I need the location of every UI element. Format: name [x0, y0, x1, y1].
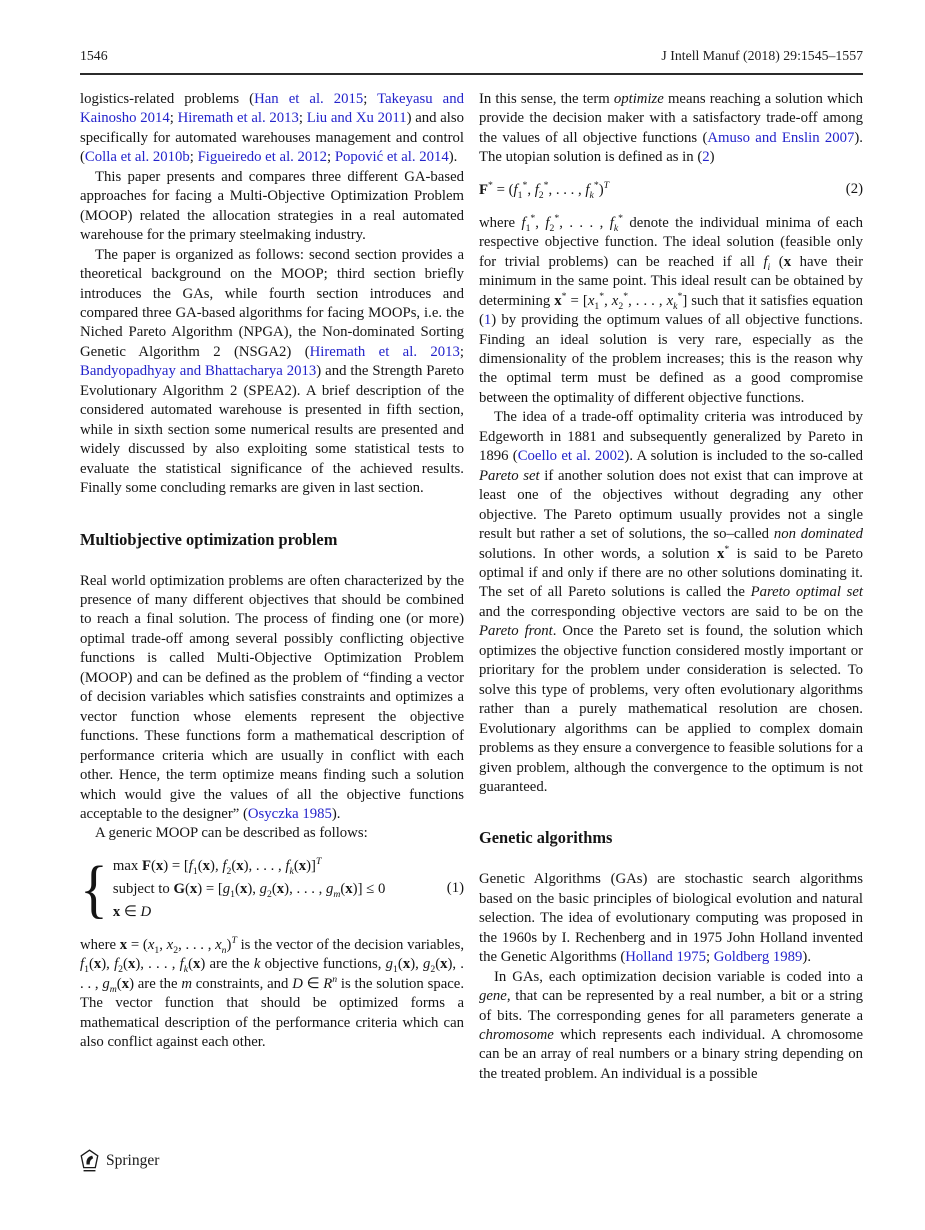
text-run: solutions. In other words, a solution — [479, 545, 717, 562]
math-run: x — [611, 292, 619, 309]
math-run: k — [589, 189, 594, 201]
math-run: * — [593, 179, 599, 191]
page-footer — [80, 1149, 159, 1172]
citation-link[interactable]: Bandyopadhyay and Bhattacharya 2013 — [80, 363, 317, 380]
text-run: ( — [88, 956, 94, 973]
right-column — [479, 90, 863, 1084]
text-run: and the corresponding objective vectors are said to be on the — [479, 603, 863, 620]
text-run: ) — [226, 936, 232, 953]
math-run: 2 — [226, 865, 232, 877]
equation-number: (2) — [845, 181, 863, 198]
publisher-name: Springer — [106, 1151, 160, 1169]
text-run: Real world optimization problems are often characterized by the presence of many different objectives that should be combined to reach a final solution. The process of finding one (or more) optimal trade-off among several possibly conflicting objective functions is called Multi-Objective Optimization Problem (MOOP) and can be defined as the problem of “finding a vector of decision variables which satisfies constraints and optimizes a vector function whose elements represent the objective functions. These functions form a mathematical description of performance criteria which are usually in conflict with each other. Hence, the term optimize means finding such a solution which would give the values of all the objective functions acceptable to the designer” ( — [80, 572, 464, 822]
paragraph — [80, 168, 464, 246]
math-run: 2 — [430, 964, 436, 976]
text-run: ), . . . , — [243, 857, 286, 874]
text-run: ). — [448, 149, 458, 166]
math-run: * — [677, 290, 683, 302]
text-run: ). — [802, 949, 812, 966]
citation-link[interactable]: Amuso and Enslin 2007 — [707, 129, 855, 146]
left-column — [80, 90, 464, 1084]
text-run: ), — [210, 857, 223, 874]
citation-link[interactable]: Goldberg 1989 — [713, 949, 803, 966]
math-run: g — [385, 956, 394, 973]
citation-link[interactable]: Coello et al. 2002 — [517, 448, 625, 465]
citation-link[interactable]: Takeyasu and Kainosho 2014 — [80, 91, 464, 127]
math-run: i — [767, 261, 771, 273]
text-run: ), . . . , — [80, 956, 464, 992]
math-run: x — [587, 292, 595, 309]
text-run: ( — [770, 253, 784, 270]
text-run: ( — [231, 857, 237, 874]
text-run: ( — [271, 880, 277, 897]
math-run: x — [666, 292, 674, 309]
text-run: ( — [340, 880, 346, 897]
text-run: ( — [235, 880, 240, 897]
text-run: = ( — [492, 181, 514, 198]
text-run: where — [479, 214, 522, 231]
math-run: g — [422, 956, 431, 973]
paragraph — [80, 90, 464, 168]
text-run: logistics-related problems ( — [80, 91, 255, 107]
paragraph — [479, 870, 863, 967]
text-run: is said to be Pareto optimal if and only if there are no other solutions dominating it. The set of all Pareto solutions is called the — [479, 545, 863, 601]
math-run: 2 — [173, 944, 179, 956]
math-run: F — [141, 857, 151, 874]
math-run: x — [189, 880, 198, 897]
text-run: , — [604, 292, 612, 309]
text-run: ) are the — [129, 975, 182, 992]
text-run: ; — [363, 91, 378, 107]
paragraph — [479, 90, 863, 168]
math-run: Pareto front — [479, 623, 553, 640]
text-run: ( — [184, 880, 190, 897]
equation-brace: { — [80, 851, 108, 925]
text-run: = ( — [127, 936, 148, 953]
text-run: In GAs, each optimization decision variable is coded into a — [494, 968, 863, 985]
math-run: T — [231, 934, 237, 946]
math-run: x — [239, 880, 248, 897]
math-run: x — [193, 956, 201, 973]
text-run: , — [159, 936, 167, 953]
text-run: ). The utopian solution is defined as in ( — [479, 129, 863, 166]
paragraph — [80, 936, 464, 1053]
text-run: max — [112, 857, 142, 874]
citation-link[interactable]: Han et al. 2015 — [254, 91, 364, 107]
math-run: g — [222, 880, 231, 897]
math-run: gene — [479, 988, 507, 1005]
equation-number: (1) — [446, 880, 464, 897]
math-run: R — [323, 975, 333, 992]
text-run: ). — [331, 805, 341, 822]
text-run: constraints, and — [191, 975, 293, 992]
math-run: f — [285, 857, 290, 874]
math-run: * — [530, 212, 536, 224]
paragraph — [479, 214, 863, 409]
math-run: Pareto optimal set — [750, 584, 863, 601]
citation-link[interactable]: Holland 1975 — [625, 949, 706, 966]
math-run: non dominated — [773, 526, 863, 543]
equation — [479, 180, 863, 200]
text-run: ( — [435, 956, 441, 973]
math-run: 1 — [84, 964, 89, 976]
math-run: x — [236, 857, 244, 874]
math-run: k — [183, 964, 189, 976]
text-run: ) by providing the optimum values of all objective functions. Finding an ideal solution is very rare, especially as the dimensionality of the problem increases; this is the reason why the optimal term must be defined as a good compromise between the optimality of different objective functions. — [479, 312, 863, 406]
text-run: , . . . , — [178, 936, 216, 953]
math-run: * — [561, 290, 567, 302]
math-run: g — [102, 975, 110, 992]
math-run: 1 — [154, 944, 160, 956]
math-run: n — [332, 973, 338, 985]
text-run: This paper presents and compares three different GA-based approaches for facing a Multi-Objective Optimization Problem (MOOP) related the allocation strategies in a real automated warehouse for the primary steelmaking industry. — [80, 168, 464, 244]
text-run: objective functions, — [260, 956, 386, 973]
math-run: 1 — [192, 865, 198, 877]
math-run: 2 — [118, 964, 124, 976]
text-run: ; — [189, 149, 198, 166]
math-run: f — [763, 253, 768, 270]
math-run: k — [289, 865, 294, 877]
math-run: x — [112, 903, 121, 920]
text-run: ). A solution is included to the so-called — [624, 448, 863, 465]
text-run: )] ≤ 0 — [352, 880, 386, 897]
math-run: f — [222, 857, 227, 874]
text-run: . Once the Pareto set is found, the solution which optimizes the objective function considered mostly important or prioritary for the problem under consideration is selected. To solve this type of problems, very often evolutionary algorithms rather than a purely mathematical resolution are chosen. Evolutionary algorithms can be applied to complex domain problems as they ensure a convergence to feasible solutions for a given problem, although the convergence to the optimum is not guaranteed. — [479, 623, 863, 795]
paragraph — [479, 408, 863, 797]
math-run: f — [114, 956, 119, 973]
text-run: is the solution space. The vector function that should be optimized forms a mathematical description of the performance criteria which can also conflict against each other. — [80, 975, 465, 1051]
text-run: ( — [188, 956, 193, 973]
citation-link[interactable]: Liu and Xu 2011 — [306, 110, 407, 127]
math-run: chromosome — [479, 1027, 554, 1044]
text-run: is the vector of the decision variables, — [236, 936, 465, 953]
math-run: x — [276, 880, 285, 897]
math-run: k — [253, 956, 261, 973]
math-run: x — [298, 857, 307, 874]
math-run: k — [613, 222, 619, 234]
text-run: ), — [247, 880, 260, 897]
text-run: ) = [ — [163, 857, 189, 874]
math-run: 1 — [230, 888, 236, 900]
text-run: have their minimum in the same point. This ideal result can be obtained by determining — [479, 253, 863, 309]
text-run: subject to — [112, 880, 174, 897]
math-run: n — [221, 944, 227, 956]
text-run: ) are the — [200, 956, 254, 973]
text-run: , . . . , — [559, 214, 610, 231]
math-run: x — [716, 545, 725, 562]
text-run: ), — [101, 956, 115, 973]
text-run: ; — [459, 343, 464, 360]
math-run: x — [155, 857, 164, 874]
math-run: x — [166, 936, 174, 953]
math-run: * — [724, 543, 730, 555]
text-run: if another solution does not exist that can improve at least one of the objectives without degrading any other objective. The Pareto optimum usually provides not a single result but rather a set of solutions, the so–called — [479, 467, 864, 543]
citation-link[interactable]: Osyczka 1985 — [247, 805, 332, 822]
two-column-body — [80, 90, 863, 1084]
citation-link[interactable]: Figueiredo et al. 2012 — [197, 149, 328, 166]
text-run: A generic MOOP can be described as follows: — [95, 825, 368, 842]
citation-link[interactable]: Colla et al. 2010b — [84, 149, 190, 166]
math-run: f — [80, 956, 85, 973]
journal-reference: J Intell Manuf (2018) 29:1545–1557 — [661, 48, 863, 63]
math-run: x — [119, 936, 128, 953]
math-run: T — [315, 855, 322, 867]
math-run: f — [513, 181, 518, 198]
math-run: * — [522, 179, 528, 191]
text-run: ( — [197, 857, 203, 874]
math-run: x — [440, 956, 448, 973]
math-run: D — [292, 975, 303, 992]
math-run: 1 — [393, 964, 398, 976]
math-run: g — [325, 880, 334, 897]
math-run: 2 — [538, 189, 544, 201]
math-run: m — [181, 975, 192, 992]
text-run: ) = [ — [197, 880, 223, 897]
text-run: ), . . . , — [284, 880, 326, 897]
text-run: ∈ — [120, 903, 141, 920]
text-run: ), . . . , — [135, 956, 180, 973]
math-run: x — [783, 253, 792, 270]
text-run: ( — [123, 956, 128, 973]
section-heading: Genetic algorithms — [479, 828, 613, 848]
text-run: ( — [116, 975, 122, 992]
math-run: 1 — [525, 222, 531, 234]
math-run: g — [259, 880, 267, 897]
text-run: , . . . , — [628, 292, 667, 309]
page-header — [80, 0, 863, 64]
math-run: 2 — [267, 888, 272, 900]
math-run: f — [179, 956, 184, 973]
text-run: ) — [709, 149, 715, 166]
text-run: denote the individual minima of each respective objective function. The ideal solution (feasible only for trivial problems) can be reached if all — [479, 214, 863, 270]
paragraph — [80, 824, 464, 843]
math-run: x — [93, 956, 102, 973]
text-run: ; — [169, 110, 178, 127]
math-run: * — [599, 290, 605, 302]
text-run: ; — [327, 149, 335, 166]
math-run: f — [585, 181, 590, 198]
citation-link[interactable]: Hiremath et al. 2013 — [177, 110, 299, 127]
math-run: 1 — [594, 300, 600, 312]
page-number: 1546 — [80, 48, 108, 63]
math-run: * — [623, 290, 629, 302]
math-run: x — [147, 936, 155, 953]
text-run: , . . . , — [548, 181, 586, 198]
paragraph — [80, 246, 464, 499]
citation-link[interactable]: 1 — [483, 312, 492, 329]
math-run: f — [521, 214, 526, 231]
math-run: k — [673, 300, 678, 312]
equation-body — [113, 856, 385, 922]
text-run: ), — [410, 956, 423, 973]
citation-link[interactable]: Popović et al. 2014 — [334, 149, 449, 166]
math-run: f — [534, 181, 539, 198]
math-run: optimize — [613, 91, 664, 107]
text-run: ) — [598, 181, 604, 198]
text-run: The idea of a trade-off optimality criteria was introduced by Edgeworth in 1881 and subsequently generalized by Pareto in 1896 ( — [479, 409, 863, 465]
text-run: where — [80, 936, 120, 953]
math-run: f — [545, 214, 550, 231]
text-run: which represents each individual. A chromosome can be an array of real numbers or a binary string depending on the treated problem. An individual is a possible — [479, 1027, 863, 1082]
text-run: ∈ — [302, 975, 324, 992]
citation-link[interactable]: 2 — [702, 149, 710, 166]
math-run: x — [554, 292, 562, 309]
text-run: ( — [397, 956, 403, 973]
text-run: ( — [293, 857, 299, 874]
text-run: )] — [306, 857, 316, 874]
equation-body — [479, 180, 609, 200]
math-run: Pareto set — [479, 467, 540, 484]
math-run: 2 — [549, 222, 555, 234]
math-run: G — [173, 880, 185, 897]
text-run: ) and also specifically for automated warehouses management and control ( — [80, 110, 464, 166]
text-run: Genetic Algorithms (GAs) are stochastic search algorithms based on the basic principles of biological evolution and natural selection. The idea of evolutionary computing was proposed in the 1960s by I. Rechenberg and in 1975 John Holland invented the Genetic Algorithms ( — [479, 871, 863, 966]
math-run: x — [202, 857, 211, 874]
math-run: x — [215, 936, 222, 953]
math-run: x — [345, 880, 353, 897]
math-run: 2 — [618, 300, 624, 312]
math-run: x — [402, 956, 411, 973]
paragraph — [80, 572, 464, 825]
math-run: F — [479, 181, 489, 198]
math-run: * — [554, 212, 560, 224]
section-heading: Multiobjective optimization problem — [80, 529, 338, 549]
paragraph — [479, 968, 863, 1085]
equation — [80, 851, 464, 925]
text-run: , — [527, 181, 535, 198]
math-run: m — [333, 888, 341, 900]
text-run: ; — [705, 949, 714, 966]
text-run: , that can be represented by a real number, a bit or a string of bits. The corresponding genes for all parameters generate a — [479, 988, 863, 1024]
math-run: 1 — [517, 189, 523, 201]
math-run: * — [543, 179, 549, 191]
text-run: In this sense, the term — [479, 91, 614, 107]
springer-logo-icon — [80, 1149, 99, 1172]
text-run: means reaching a solution which provide the decision maker with a satisfactory trade-off among the values of all objective functions ( — [479, 91, 863, 146]
text-run: , — [535, 214, 546, 231]
citation-link[interactable]: Hiremath et al. 2013 — [309, 343, 460, 360]
math-run: x — [121, 975, 130, 992]
math-run: T — [603, 179, 610, 191]
text-run: ) and the Strength Pareto Evolutionary Algorithm 2 (SPEA2). A brief description of the considered automated warehouse is presented in fifth section, while in sixth section some numerical results are presented and widely discussed by also exploiting some statistical tests to evaluate the statistical significance of the achieved results. Finally some concluding remarks are given in last section. — [80, 363, 464, 497]
text-run: ] such that it satisfies equation ( — [479, 292, 864, 329]
math-run: D — [140, 903, 152, 920]
math-run: * — [488, 179, 493, 191]
math-run: f — [609, 214, 614, 231]
text-run: ; — [298, 110, 307, 127]
math-run: x — [127, 956, 136, 973]
math-run: f — [188, 857, 193, 874]
header-rule — [80, 73, 863, 75]
text-run: The paper is organized as follows: second section provides a theoretical background on the MOOP; third section briefly introduces the GAs, while fourth section introduces and compared three GA-based algorithms for facing MOOPs, i.e. the Niched Pareto Algorithm (NPGA), the Non-dominated Sorting Genetic Algorithm 2 (NSGA2) ( — [80, 246, 464, 360]
math-run: m — [109, 983, 117, 995]
math-run: * — [618, 212, 624, 224]
text-run: ( — [150, 857, 156, 874]
text-run: = [ — [566, 292, 588, 309]
